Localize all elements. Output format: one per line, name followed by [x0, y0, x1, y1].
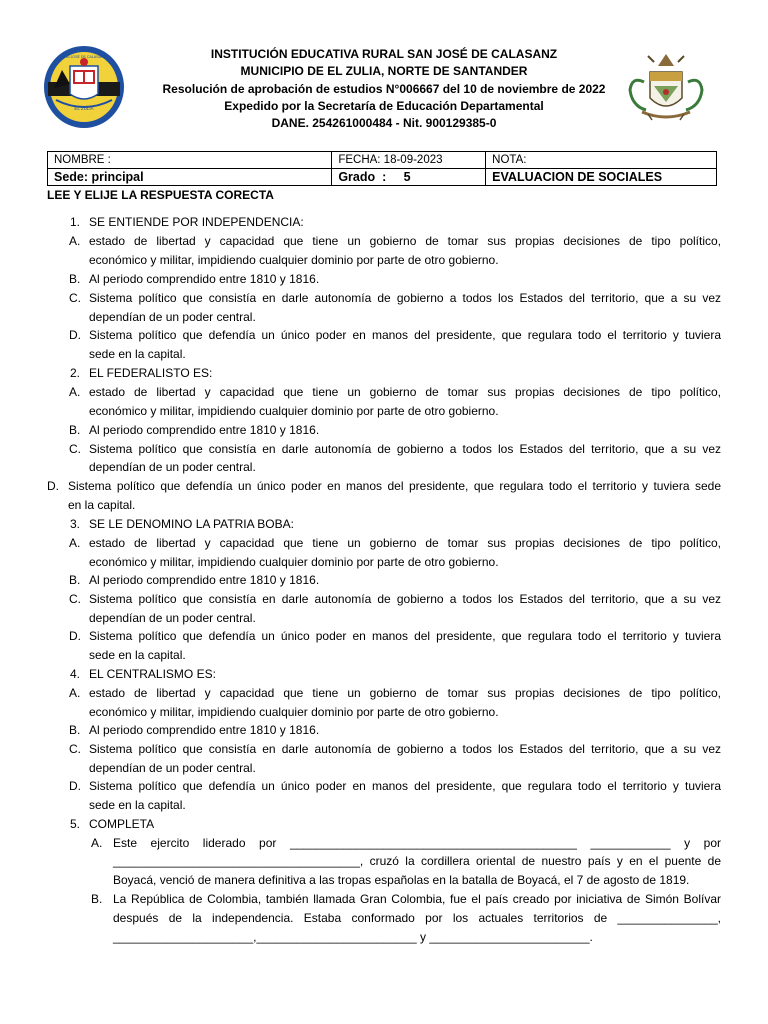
exam-title-cell: EVALUACION DE SOCIALES: [486, 169, 717, 186]
q1-number: 1.: [70, 215, 81, 229]
institution-header: [130, 46, 638, 132]
q2-prompt: EL FEDERALISTO ES:: [89, 366, 213, 380]
q4-option-a-line1: estado de libertad y capacidad que tiene un gobierno de tomar sus propias decisiones de tipo político,: [89, 686, 721, 700]
q5-part-b-line2[interactable]: después de la independencia. Estaba conformado por los actuales territorios de _______________,: [113, 911, 721, 925]
q4-prompt: EL CENTRALISMO ES:: [89, 667, 216, 681]
q1-option-b-label[interactable]: B.: [69, 272, 81, 286]
q4-number: 4.: [70, 667, 81, 681]
student-info-table: [47, 151, 717, 186]
q4-option-a-line2: económico y militar, impidiendo cualquier dominio por parte de otro gobierno.: [89, 705, 499, 719]
q3-option-d-line2: sede en la capital.: [89, 648, 186, 662]
q4-option-c-line1: Sistema político que consistía en darle autonomía de gobierno a todos los Estados del territorio, que a su vez: [89, 742, 721, 756]
q1-option-d-line2: sede en la capital.: [89, 347, 186, 361]
q1-option-c-line1: Sistema político que consistía en darle autonomía de gobierno a todos los Estados del territorio, que a su vez: [89, 291, 721, 305]
q4-option-b-label[interactable]: B.: [69, 723, 81, 737]
q3-option-b-label[interactable]: B.: [69, 573, 81, 587]
grade-score-field[interactable]: NOTA:: [486, 152, 717, 169]
q2-option-a-line2: económico y militar, impidiendo cualquier dominio por parte de otro gobierno.: [89, 404, 499, 418]
q5-part-b-line3[interactable]: _____________________,________________________ y ________________________.: [113, 930, 593, 944]
q3-prompt: SE LE DENOMINO LA PATRIA BOBA:: [89, 517, 294, 531]
q2-option-d-label[interactable]: D.: [47, 479, 59, 493]
q5-part-a-line2[interactable]: _____________________________________, cruzó la cordillera oriental de nuestro país y en el puente de: [113, 854, 721, 868]
q4-option-a-label[interactable]: A.: [69, 686, 81, 700]
q1-option-a-line1: estado de libertad y capacidad que tiene un gobierno de tomar sus propias decisiones de tipo político,: [89, 234, 721, 248]
q2-number: 2.: [70, 366, 81, 380]
q3-option-c-line2: dependían de un poder central.: [89, 611, 256, 625]
q1-option-b-line1: Al periodo comprendido entre 1810 y 1816.: [89, 272, 320, 286]
q3-option-a-line2: económico y militar, impidiendo cualquier dominio por parte de otro gobierno.: [89, 555, 499, 569]
coat-of-arms-logo: [624, 46, 708, 126]
logo-text-school: EL ZULIA: [74, 106, 94, 111]
q1-option-c-label[interactable]: C.: [69, 291, 81, 305]
q2-option-d-line2: en la capital.: [68, 498, 136, 512]
campus-cell: Sede: principal: [48, 169, 332, 186]
q1-option-c-line2: dependían de un poder central.: [89, 310, 256, 324]
name-field[interactable]: NOMBRE :: [48, 152, 332, 169]
header-line-4: Expedido por la Secretaría de Educación Departamental: [224, 98, 544, 113]
q2-option-c-line1: Sistema político que consistía en darle autonomía de gobierno a todos los Estados del territorio, que a su vez: [89, 442, 721, 456]
q5-part-a-line1[interactable]: Este ejercito liderado por ___________________________________________ ____________ y por: [113, 836, 721, 850]
q5-part-b-label: B.: [91, 892, 103, 906]
q5-part-a-line3: Boyacá, venció de manera definitiva a las tropas españolas en la batalla de Boyacá, el 7 de agosto de 1819.: [113, 873, 690, 887]
q1-option-a-line2: económico y militar, impidiendo cualquier dominio por parte de otro gobierno.: [89, 253, 499, 267]
header-line-3: Resolución de aprobación de estudios N°006667 del 10 de noviembre de 2022: [162, 81, 606, 96]
q5-part-a-label: A.: [91, 836, 103, 850]
q1-option-d-line1: Sistema político que defendía un único poder en manos del presidente, que regulara todo el territorio y tuviera: [89, 328, 721, 342]
header-line-5: DANE. 254261000484 - Nit. 900129385-0: [271, 116, 497, 131]
q5-number: 5.: [70, 817, 81, 831]
q4-option-c-line2: dependían de un poder central.: [89, 761, 256, 775]
school-shield-logo: [42, 44, 126, 130]
q1-option-d-label[interactable]: D.: [69, 328, 81, 342]
q2-option-c-label[interactable]: C.: [69, 442, 81, 456]
q3-option-b-line1: Al periodo comprendido entre 1810 y 1816.: [89, 573, 320, 587]
q3-option-c-label[interactable]: C.: [69, 592, 81, 606]
q4-option-c-label[interactable]: C.: [69, 742, 81, 756]
q2-option-a-label[interactable]: A.: [69, 385, 81, 399]
q2-option-d-line1: Sistema político que defendía un único poder en manos del presidente, que regulara todo el territorio y tuviera sede: [68, 479, 721, 493]
q2-option-c-line2: dependían de un poder central.: [89, 460, 256, 474]
q3-option-c-line1: Sistema político que consistía en darle autonomía de gobierno a todos los Estados del territorio, que a su vez: [89, 592, 721, 606]
q1-option-a-label[interactable]: A.: [69, 234, 81, 248]
instructions: LEE Y ELIJE LA RESPUESTA CORECTA: [47, 188, 274, 202]
q5-prompt: COMPLETA: [89, 817, 155, 831]
header-line-1: INSTITUCIÓN EDUCATIVA RURAL SAN JOSÉ DE CALASANZ: [210, 47, 558, 61]
q4-option-b-line1: Al periodo comprendido entre 1810 y 1816.: [89, 723, 320, 737]
q4-option-d-line2: sede en la capital.: [89, 798, 186, 812]
q3-option-a-line1: estado de libertad y capacidad que tiene un gobierno de tomar sus propias decisiones de tipo político,: [89, 536, 721, 550]
q2-option-b-label[interactable]: B.: [69, 423, 81, 437]
date-cell: FECHA: 18-09-2023: [332, 152, 486, 169]
q3-option-d-label[interactable]: D.: [69, 629, 81, 643]
logo-text-name: SAN JOSÉ DE CALASANZ: [62, 55, 106, 59]
q3-option-d-line1: Sistema político que defendía un único poder en manos del presidente, que regulara todo el territorio y tuviera: [89, 629, 721, 643]
q5-part-b-line1: La República de Colombia, también llamada Gran Colombia, fue el país creado por iniciativa de Simón Bolívar: [113, 892, 721, 906]
header-line-2: MUNICIPIO DE EL ZULIA, NORTE DE SANTANDER: [240, 64, 528, 79]
q3-option-a-label[interactable]: A.: [69, 536, 81, 550]
q2-option-a-line1: estado de libertad y capacidad que tiene un gobierno de tomar sus propias decisiones de tipo político,: [89, 385, 721, 399]
grade-level-cell: Grado : 5: [332, 169, 486, 186]
q2-option-b-line1: Al periodo comprendido entre 1810 y 1816.: [89, 423, 320, 437]
q4-option-d-label[interactable]: D.: [69, 779, 81, 793]
q1-prompt: SE ENTIENDE POR INDEPENDENCIA:: [89, 215, 304, 229]
q4-option-d-line1: Sistema político que defendía un único poder en manos del presidente, que regulara todo el territorio y tuviera: [89, 779, 721, 793]
q3-number: 3.: [70, 517, 81, 531]
